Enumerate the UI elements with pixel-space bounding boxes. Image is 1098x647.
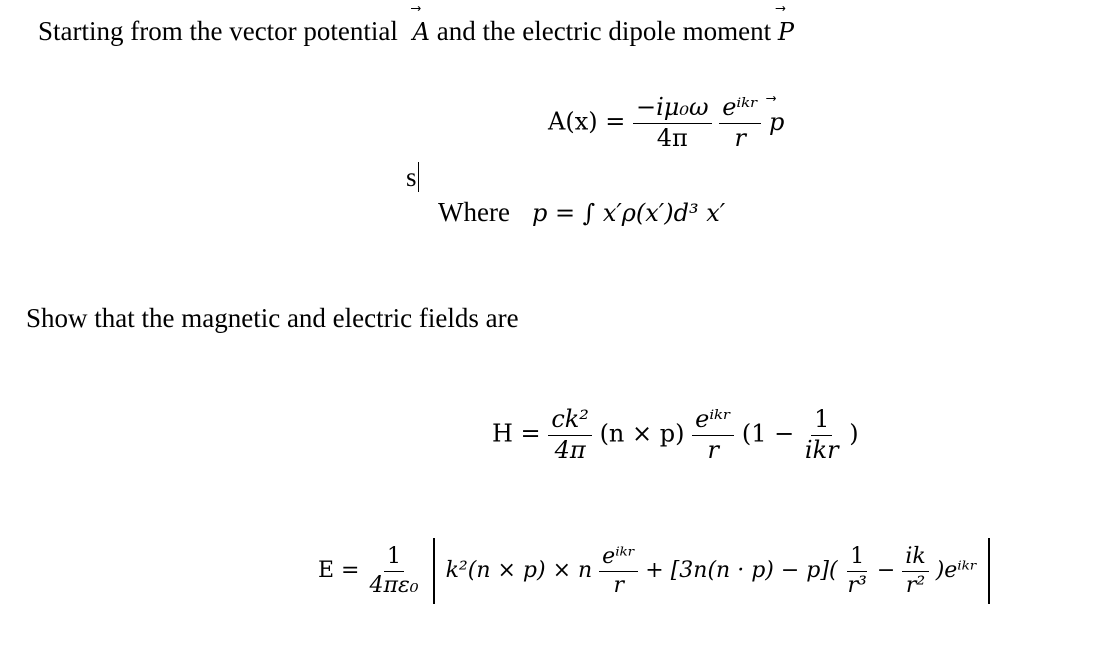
- vector-A-symbol: ⃗ A: [413, 18, 430, 46]
- eq-A-denominator-1: 4π: [656, 123, 688, 152]
- where-label: Where: [438, 197, 510, 227]
- vector-potential-equation: [548, 94, 784, 152]
- stray-character: s: [406, 162, 417, 192]
- show-text: Show that the magnetic and electric fields are: [26, 303, 519, 333]
- left-bracket: [433, 538, 435, 604]
- eq-E-lhs: E =: [318, 558, 360, 583]
- eq-A-numerator-1: −iμ₀ω: [633, 94, 712, 124]
- eq-A-denominator-2: r: [734, 123, 746, 152]
- dipole-moment-definition: p = ∫ x′ρ(x′)d³ x′: [531, 199, 726, 227]
- eq-E-numerator-1: 1: [384, 544, 404, 571]
- eq-A-numerator-2: eⁱᵏʳ: [719, 94, 761, 124]
- eq-E-term-2: + [3n(n · p) − p](: [645, 558, 838, 583]
- eq-H-denominator-1: 4π: [554, 435, 586, 464]
- eq-H-denominator-2: r: [707, 435, 719, 464]
- eq-E-fraction-4: [902, 544, 928, 598]
- vector-P-symbol: ⃗ P: [778, 18, 794, 46]
- eq-E-numerator-2: eⁱᵏʳ: [599, 544, 638, 571]
- eq-E-denominator-2: r: [613, 572, 624, 598]
- text-cursor-area[interactable]: [406, 162, 419, 193]
- eq-E-fraction-1: [367, 544, 422, 598]
- eq-H-paren-open: (1 −: [741, 419, 795, 448]
- eq-H-fraction-1: [548, 406, 592, 464]
- where-line: [438, 197, 725, 228]
- eq-E-fraction-3: [845, 544, 870, 598]
- eq-E-numerator-3: 1: [847, 544, 867, 571]
- eq-H-paren-close: ): [849, 419, 859, 448]
- eq-H-fraction-2: [692, 406, 734, 464]
- eq-H-denominator-3: ikr: [804, 435, 839, 464]
- eq-E-fraction-2: [599, 544, 638, 598]
- eq-E-denominator-1: 4πε₀: [369, 572, 419, 598]
- eq-H-cross-product: (n × p): [599, 419, 685, 448]
- text-cursor: [418, 162, 420, 192]
- eq-H-lhs: H =: [492, 419, 541, 448]
- eq-E-denominator-4: r²: [905, 572, 926, 598]
- intro-text: Starting from the vector potential: [38, 16, 398, 46]
- eq-E-denominator-3: r³: [847, 572, 867, 598]
- eq-E-minus: −: [876, 558, 896, 583]
- eq-H-fraction-3: [802, 406, 842, 464]
- eq-A-fraction-2: [719, 94, 761, 152]
- eq-A-rhs-p: ⃗ p: [769, 108, 784, 136]
- eq-H-numerator-3: 1: [811, 406, 832, 436]
- eq-H-numerator-1: ck²: [548, 406, 592, 436]
- eq-E-numerator-4: ik: [902, 544, 928, 571]
- intro-middle-text: and the electric dipole moment: [436, 16, 772, 46]
- eq-E-term-3: )eⁱᵏʳ: [935, 558, 978, 583]
- eq-H-numerator-2: eⁱᵏʳ: [692, 406, 734, 436]
- eq-A-fraction-1: [633, 94, 712, 152]
- magnetic-field-equation: [492, 406, 859, 464]
- electric-field-equation: [318, 538, 994, 604]
- right-bracket: [988, 538, 990, 604]
- eq-A-lhs: A(x) =: [548, 107, 626, 136]
- eq-E-term-1: k²(n × p) × n: [445, 558, 593, 583]
- intro-line: [38, 16, 794, 47]
